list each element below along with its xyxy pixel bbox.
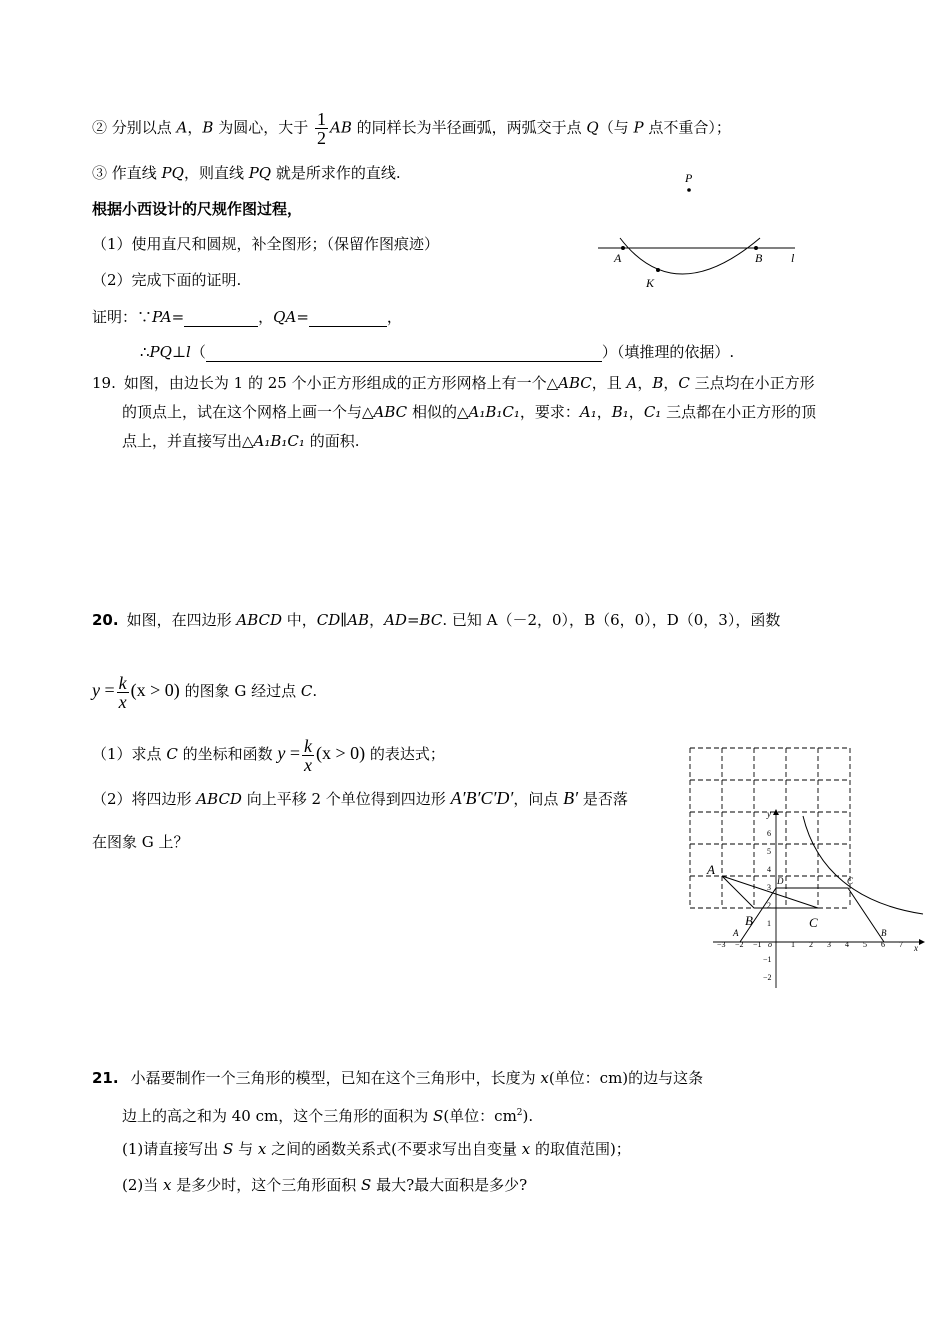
q21-number: 21. [92,1069,119,1087]
coordinate-figure [685,740,930,995]
svg-text:−1: −1 [753,940,762,949]
grid-label-a: A [707,862,715,877]
svg-text:2: 2 [809,940,813,949]
grid-label-b: B [745,913,753,928]
x-tick-labels [717,940,903,949]
svg-text:7: 7 [899,940,903,949]
svg-text:2: 2 [767,901,771,910]
fig1-label-a: A [614,251,622,265]
svg-text:−2: −2 [735,940,744,949]
svg-text:−1: −1 [763,955,772,964]
x-axis-label: x [914,943,918,953]
coord-label-b: B [881,928,887,938]
fig1-label-b: B [755,251,763,265]
proof-line: 证明：∵PA= ，QA= ， [92,308,402,326]
q19-line3: 点上，并直接写出△A₁B₁C₁ 的面积. [122,432,360,450]
qa-answer-blank[interactable] [309,310,387,327]
svg-text:−2: −2 [763,973,772,982]
task-2: （2）完成下面的证明. [92,271,242,289]
svg-text:6: 6 [767,829,771,838]
fig1-point-p [687,188,691,192]
fig1-point-a [621,246,625,250]
q19-number: 19. [92,374,116,392]
q20-line2: y = $\frac{k}{x}$ (x > 0) 的图象 G 经过点 C. [92,672,318,712]
q20-number: 20. [92,611,119,629]
coord-label-c: C [847,876,854,886]
reason-answer-blank[interactable] [206,345,602,362]
construction-figure [590,168,805,298]
y-axis-label: y [767,809,771,819]
k-over-x-fraction: $\frac{k}{x}$ [118,672,127,712]
q20-sub2: （2）将四边形 ABCD 向上平移 2 个单位得到四边形 A′B′C′D′，问点 B′ 是否落 [92,788,628,808]
q21-line1: 21. 小磊要制作一个三角形的模型，已知在这个三角形中，长度为 x(单位：cm)的边与这条 [92,1069,704,1087]
q20-sub1: （1）求点 C 的坐标和函数 y = $\frac{k}{x}$ (x > 0) 的表达式； [92,735,445,775]
q20-sub2-cont: 在图象 G 上？ [92,833,189,851]
fig1-point-b [754,246,758,250]
q20-line1: 20. 如图，在四边形 ABCD 中，CD∥AB，AD=BC. 已知 A（－2，0），B（6，0），D（0，3），函数 [92,611,781,629]
svg-text:4: 4 [845,940,849,949]
fig1-point-k [656,268,660,272]
q21-sub1: (1)请直接写出 S 与 x 之间的函数关系式(不要求写出自变量 x 的取值范围)； [122,1140,631,1158]
construction-title: 根据小西设计的尺规作图过程， [92,200,303,218]
svg-text:1: 1 [791,940,795,949]
svg-text:6: 6 [881,940,885,949]
svg-text:1: 1 [767,919,771,928]
step2-line: ② 分别以点 A，B 为圆心，大于 $\frac{1}{2}$ AB 的同样长为半径画弧，两弧交于点 Q（与 P 点不重合）； [92,109,731,148]
q21-line2: 边上的高之和为 40 cm，这个三角形的面积为 S(单位：$cm^2$). [122,1107,534,1125]
pa-answer-blank[interactable] [184,310,258,327]
fig1-arc [620,238,760,274]
svg-text:−3: −3 [717,940,726,949]
grid-label-c: C [809,915,818,930]
task-1: （1）使用直尺和圆规，补全图形；（保留作图痕迹） [92,235,440,253]
conclusion-line: ∴PQ⊥l（ ）（填推理的依据）. [140,343,735,361]
svg-text:3: 3 [827,940,831,949]
fig1-label-k: K [646,276,655,290]
q19-line1: 19. 如图，由边长为 1 的 25 个小正方形组成的正方形网格上有一个△ABC，且 A，B，C 三点均在小正方形 [92,374,815,392]
coord-label-a: A [733,928,739,938]
svg-text:5: 5 [767,847,771,856]
x-axis-arrow [919,939,925,945]
half-fraction: $\frac{1}{2}$ [316,109,326,148]
svg-text:4: 4 [767,865,771,874]
origin-label: o [768,940,772,949]
axes [713,815,919,988]
hyperbola-g [803,816,923,914]
step3-line: ③ 作直线 PQ，则直线 PQ 就是所求作的直线. [92,164,401,182]
svg-text:5: 5 [863,940,867,949]
q19-line2: 的顶点上，试在这个网格上画一个与△ABC 相似的△A₁B₁C₁，要求：A₁，B₁，C₁ 三点都在小正方形的顶 [122,403,817,421]
q21-sub2: (2)当 x 是多少时，这个三角形面积 S 最大?最大面积是多少? [122,1176,528,1194]
coord-label-d: D [777,876,784,886]
fig1-label-p: P [685,171,693,185]
fig1-label-l: l [791,251,795,265]
svg-text:3: 3 [767,883,771,892]
